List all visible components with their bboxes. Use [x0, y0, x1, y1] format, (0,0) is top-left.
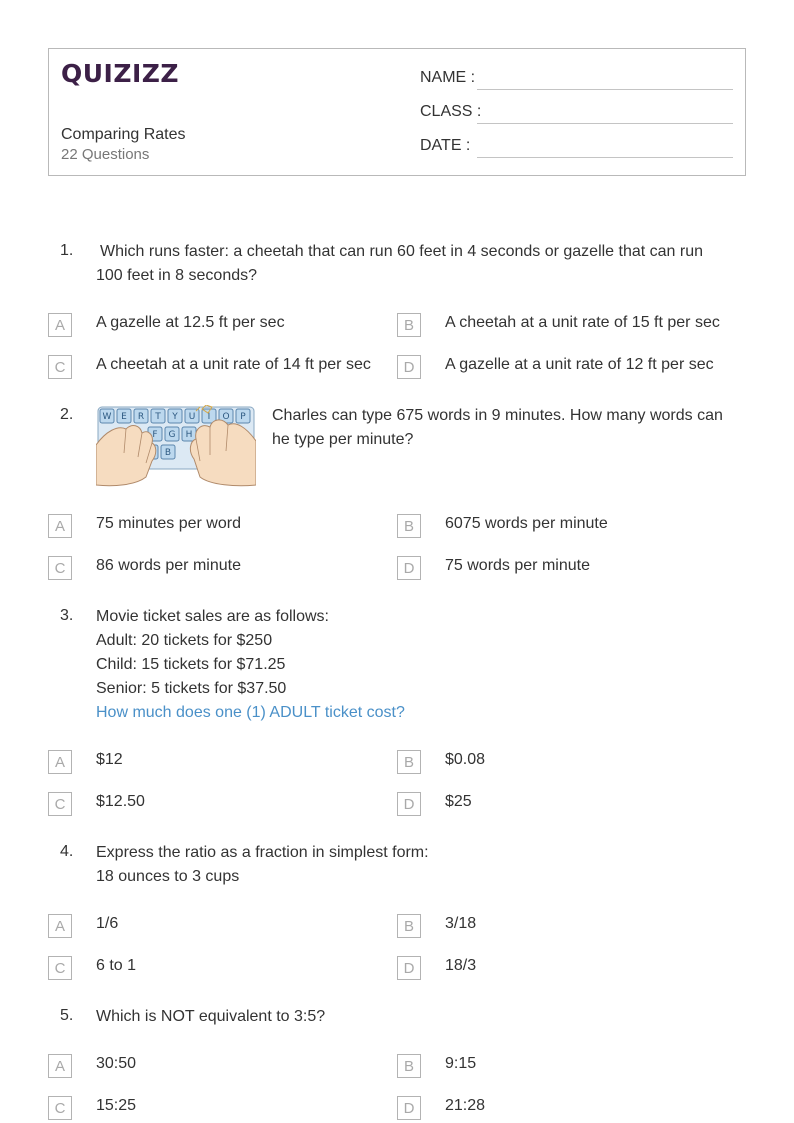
option-letter-box: D — [397, 956, 421, 980]
option-letter-box: D — [397, 355, 421, 379]
question-line: Movie ticket sales are as follows: — [96, 608, 329, 625]
class-line — [477, 123, 733, 124]
key-label: P — [240, 412, 246, 422]
option-letter-box: A — [48, 514, 72, 538]
question-line: 18 ounces to 3 cups — [96, 868, 240, 885]
name-line — [477, 89, 733, 90]
question-line: Senior: 5 tickets for $37.50 — [96, 680, 287, 697]
option-text: 1/6 — [96, 915, 119, 932]
question-line: he type per minute? — [272, 431, 414, 448]
option-letter-box: D — [397, 792, 421, 816]
option-letter-box: C — [48, 355, 72, 379]
question-line: Charles can type 675 words in 9 minutes. How many words can — [272, 407, 723, 424]
option-letter-box: B — [397, 514, 421, 538]
question-text — [96, 841, 736, 889]
option-letter-box: B — [397, 1054, 421, 1078]
question-number: 4. — [60, 843, 74, 860]
key-label: W — [102, 412, 112, 422]
quizizz-logo: QUIZIZZ — [61, 59, 180, 88]
option-text: 30:50 — [96, 1055, 137, 1072]
option-text: $0.08 — [445, 751, 486, 768]
class-label: CLASS : — [420, 103, 482, 120]
option-text: A cheetah at a unit rate of 14 ft per sec — [96, 356, 371, 373]
option-letter-box: C — [48, 792, 72, 816]
option-text: 86 words per minute — [96, 557, 241, 574]
key-label: T — [155, 412, 161, 422]
option-letter-box: C — [48, 1096, 72, 1120]
question-line: Child: 15 tickets for $71.25 — [96, 656, 286, 673]
date-line — [477, 157, 733, 158]
option-letter-box: B — [397, 750, 421, 774]
question-number: 1. — [60, 242, 74, 259]
key-label: I — [207, 412, 211, 422]
question-line: Express the ratio as a fraction in simplest form: — [96, 844, 429, 861]
option-letter-box: B — [397, 914, 421, 938]
question-line: Which runs faster: a cheetah that can run 60 feet in 4 seconds or gazelle that can run — [100, 243, 704, 260]
key-label: E — [121, 412, 127, 422]
option-letter-box: B — [397, 313, 421, 337]
typing-keyboard-hands-image — [96, 405, 256, 487]
key-label: O — [222, 412, 230, 422]
option-text: 75 minutes per word — [96, 515, 241, 532]
option-text: 75 words per minute — [445, 557, 590, 574]
option-letter-box: A — [48, 750, 72, 774]
question-text — [272, 404, 742, 452]
key-label: F — [152, 430, 158, 440]
key-label: B — [164, 448, 172, 458]
question-number: 5. — [60, 1007, 74, 1024]
option-text: 9:15 — [445, 1055, 477, 1072]
key-label: G — [168, 430, 176, 440]
option-letter-box: C — [48, 556, 72, 580]
option-text: 18/3 — [445, 957, 477, 974]
option-text: A cheetah at a unit rate of 15 ft per sec — [445, 314, 720, 331]
option-text: $12 — [96, 751, 123, 768]
option-letter-box: A — [48, 914, 72, 938]
name-label: NAME : — [420, 69, 476, 86]
option-text: 6075 words per minute — [445, 515, 608, 532]
key-label: U — [188, 412, 196, 422]
option-letter-box: D — [397, 1096, 421, 1120]
key-label: R — [137, 412, 145, 422]
option-text: A gazelle at a unit rate of 12 ft per sec — [445, 356, 714, 373]
option-text: 3/18 — [445, 915, 477, 932]
question-line: 100 feet in 8 seconds? — [96, 267, 258, 284]
option-letter-box: D — [397, 556, 421, 580]
question-line: Which is NOT equivalent to 3:5? — [96, 1008, 326, 1025]
option-text: 6 to 1 — [96, 957, 137, 974]
question-count: 22 Questions — [61, 146, 150, 163]
option-text: A gazelle at 12.5 ft per sec — [96, 314, 285, 331]
worksheet-title: Comparing Rates — [61, 126, 186, 143]
option-text: 21:28 — [445, 1097, 486, 1114]
option-text: $12.50 — [96, 793, 145, 810]
question-text — [96, 605, 736, 725]
question-line: Adult: 20 tickets for $250 — [96, 632, 273, 649]
option-text: $25 — [445, 793, 472, 810]
key-label: Y — [172, 412, 178, 422]
worksheet-header — [48, 48, 746, 176]
question-text — [96, 240, 736, 288]
option-letter-box: A — [48, 313, 72, 337]
option-letter-box: A — [48, 1054, 72, 1078]
date-label: DATE : — [420, 137, 471, 154]
key-label: H — [185, 430, 193, 440]
question-text — [96, 1005, 736, 1029]
question-number: 3. — [60, 607, 74, 624]
question-highlight-line: How much does one (1) ADULT ticket cost? — [96, 704, 405, 721]
option-letter-box: C — [48, 956, 72, 980]
option-text: 15:25 — [96, 1097, 137, 1114]
question-number: 2. — [60, 406, 74, 423]
